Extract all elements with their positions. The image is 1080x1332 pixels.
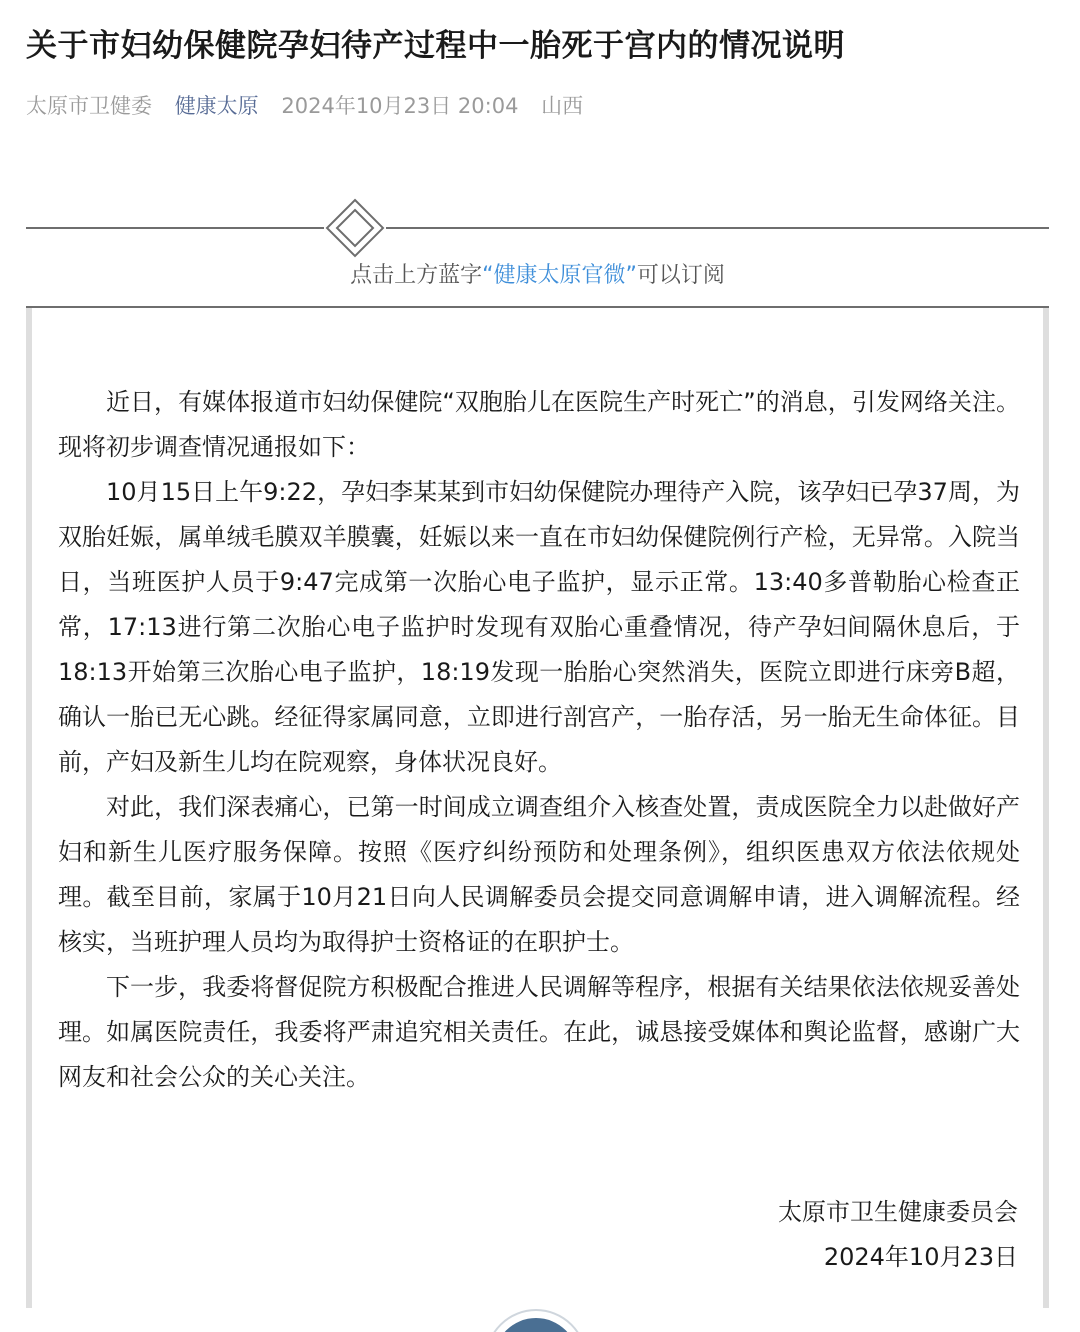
article-title: 关于市妇幼保健院孕妇待产过程中一胎死于宫内的情况说明: [26, 28, 845, 64]
body-paragraph: 近日，有媒体报道市妇幼保健院“双胞胎儿在医院生产时死亡”的消息，引发网络关注。现将初步调查情况通报如下：: [58, 388, 1020, 461]
subscribe-hint: [26, 256, 1049, 296]
body-paragraph: 10月15日上午9:22，孕妇李某某到市妇幼保健院办理待产入院，该孕妇已孕37周，为双胎妊娠，属单绒毛膜双羊膜囊，妊娠以来一直在市妇幼保健院例行产检，无异常。入院当日，当班医护人员于9:47完成第一次胎心电子监护，显示正常。13:40多普勒胎心检查正常，17:13进行第二次胎心电子监护时发现有双胎心重叠情况，待产孕妇间隔休息后，于18:13开始第三次胎心电子监护，18:19发现一胎胎心突然消失，医院立即进行床旁B超，确认一胎已无心跳。经征得家属同意，立即进行剖宫产，一胎存活，另一胎无生命体征。目前，产妇及新生儿均在院观察，身体状况良好。: [58, 478, 1020, 776]
body-paragraph: 对此，我们深表痛心，已第一时间成立调查组介入核查处置，责成医院全力以赴做好产妇和新生儿医疗服务保障。按照《医疗纠纷预防和处理条例》，组织医患双方依法依规处理。截至目前，家属于10月21日向人民调解委员会提交同意调解申请，进入调解流程。经核实，当班护理人员均为取得护士资格证的在职护士。: [58, 793, 1020, 956]
header-divider-top: [26, 227, 1049, 229]
signature-date: 2024年10月23日: [823, 1243, 1018, 1271]
article-body: [58, 380, 1020, 1100]
publish-location: 山西: [541, 94, 584, 118]
article-meta: [26, 88, 599, 124]
subscribe-prefix: 点击上方蓝字: [350, 263, 483, 288]
subscribe-suffix: 可以订阅: [636, 263, 725, 288]
publish-datetime: 2024年10月23日 20:04: [281, 94, 519, 118]
article-signature: [778, 1190, 1018, 1280]
author-name: 太原市卫健委: [26, 94, 152, 118]
emblem-logo-icon: [484, 1308, 588, 1332]
subscribe-link[interactable]: “健康太原官微”: [482, 263, 637, 288]
diamond-ornament-icon: [324, 197, 386, 259]
signature-org: 太原市卫生健康委员会: [778, 1198, 1018, 1226]
body-paragraph: 下一步，我委将督促院方积极配合推进人民调解等程序，根据有关结果依法依规妥善处理。如属医院责任，我委将严肃追究相关责任。在此，诚恳接受媒体和舆论监督，感谢广大网友和社会公众的关心关注。: [58, 973, 1020, 1091]
account-link[interactable]: 健康太原: [174, 94, 259, 118]
